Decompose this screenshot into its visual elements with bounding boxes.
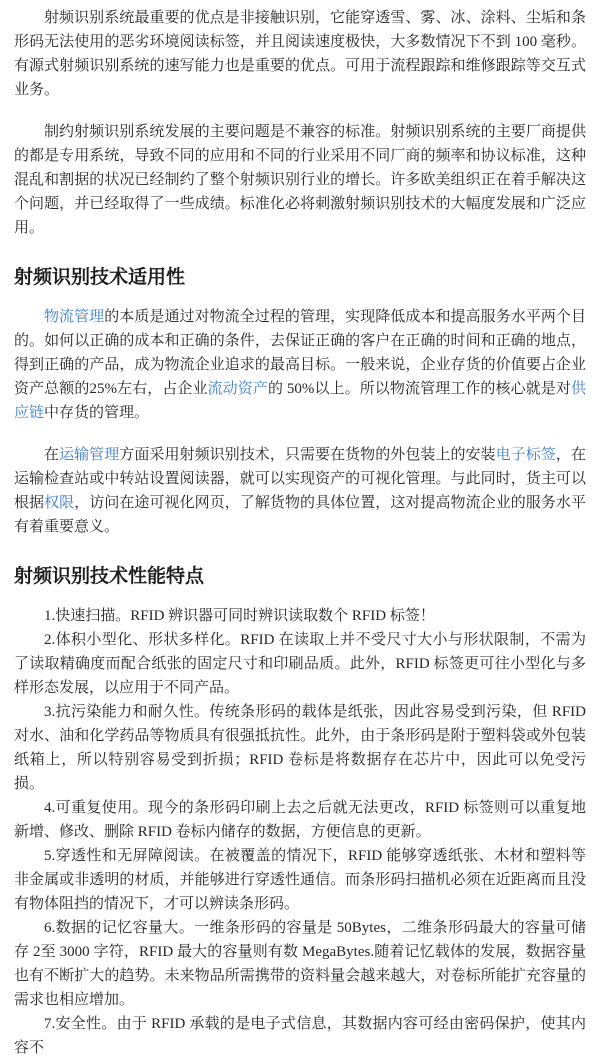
link-logistics-management[interactable]: 物流管理 <box>44 309 105 325</box>
link-current-assets[interactable]: 流动资产 <box>207 381 268 397</box>
paragraph-logistics <box>14 305 586 425</box>
text-run: 7.安全性。由于 RFID 承载的是电子式信息，其数据内容可经由密码保护，使其内容不 <box>14 1016 586 1056</box>
text-run: 方面采用射频识别技术，只需要在货物的外包装上的安装 <box>119 447 496 463</box>
paragraph-advantages <box>14 6 586 102</box>
text-run: 2.体积小型化、形状多样化。RFID 在读取上并不受尺寸大小与形状限制，不需为了读取精确度而配合纸张的固定尺寸和印刷品质。此外，RFID 标签更可往小型化与多样形态发展，以应用于不同产品。 <box>14 632 586 696</box>
feature-item-4 <box>14 796 586 844</box>
text-run: 的本质是通过对物流全过程的管理，实现降低成本和提高服务水平两个目的。如何以正确的成本和正确的条件，去保证正确的客户在正确的时间和正确的地点，得到正确的产品，成为物流企业追求的最高目标。一般来说，企业存货的价值要占企业资产总额的25%左右，占企业 <box>14 309 586 397</box>
text-run: 在 <box>44 447 60 463</box>
link-electronic-tag[interactable]: 电子标签 <box>495 447 556 463</box>
text-run: ，在运输检查站或中转站设置阅读器，就可以实现资产的可视化管理。与此同时，货主可以根据 <box>14 447 586 511</box>
link-supply-chain[interactable]: 供应链 <box>14 381 586 421</box>
feature-item-2 <box>14 628 586 700</box>
feature-item-1 <box>14 604 586 628</box>
section-heading-applicability: 射频识别技术适用性 <box>14 267 186 288</box>
text-run: 1.快速扫描。RFID 辨识器可同时辨识读取数个 RFID 标签！ <box>44 608 435 624</box>
text-run: 6.数据的记忆容量大。一维条形码的容量是 50Bytes，二维条形码最大的容量可储存 2至 3000 字符，RFID 最大的容量则有数 MegaBytes.随着记忆载体的发展，数据容量也有不断扩大的趋势。未来物品所需携带的资料量会越来越大，对卷标所能扩充容量的需求也相应增加。 <box>14 920 586 1008</box>
link-permission[interactable]: 权限 <box>44 495 75 511</box>
feature-item-5 <box>14 844 586 916</box>
paragraph-standards <box>14 120 586 240</box>
feature-item-3 <box>14 700 586 796</box>
text-run: 的 50%以上。所以物流管理工作的核心就是对 <box>267 381 571 397</box>
paragraph-transport <box>14 443 586 539</box>
feature-item-7 <box>14 1012 586 1060</box>
text-run: 中存货的管理。 <box>44 405 150 421</box>
text-run: 制约射频识别系统发展的主要问题是不兼容的标准。射频识别系统的主要厂商提供的都是专用系统，导致不同的应用和不同的行业采用不同厂商的频率和协议标准，这种混乱和割据的状况已经制约了整个射频识别行业的增长。许多欧美组织正在着手解决这个问题，并已经取得了一些成绩。标准化必将刺激射频识别技术的大幅度发展和广泛应用。 <box>14 124 586 236</box>
text-run: 5.穿透性和无屏障阅读。在被覆盖的情况下，RFID 能够穿透纸张、木材和塑料等非金属或非透明的材质，并能够进行穿透性通信。而条形码扫描机必须在近距离而且没有物体阻挡的情况下，才可以辨读条形码。 <box>14 848 586 912</box>
link-transport-management[interactable]: 运输管理 <box>59 447 120 463</box>
section-heading-performance: 射频识别技术性能特点 <box>14 566 205 587</box>
text-run: ，访问在途可视化网页，了解货物的具体位置，这对提高物流企业的服务水平有着重要意义。 <box>14 495 586 535</box>
text-run: 4.可重复使用。现今的条形码印刷上去之后就无法更改，RFID 标签则可以重复地新增、修改、删除 RFID 卷标内储存的数据，方便信息的更新。 <box>14 800 586 840</box>
feature-item-6 <box>14 916 586 1012</box>
text-run: 射频识别系统最重要的优点是非接触识别，它能穿透雪、雾、冰、涂料、尘垢和条形码无法使用的恶劣环境阅读标签，并且阅读速度极快，大多数情况下不到 100 毫秒。有源式射频识别系统的速写能力也是重要的优点。可用于流程跟踪和维修跟踪等交互式业务。 <box>14 10 586 98</box>
text-run: 3.抗污染能力和耐久性。传统条形码的载体是纸张，因此容易受到污染，但 RFID 对水、油和化学药品等物质具有很强抵抗性。此外，由于条形码是附于塑料袋或外包装纸箱上，所以特别容易受到折损；RFID 卷标是将数据存在芯片中，因此可以免受污损。 <box>14 704 586 792</box>
